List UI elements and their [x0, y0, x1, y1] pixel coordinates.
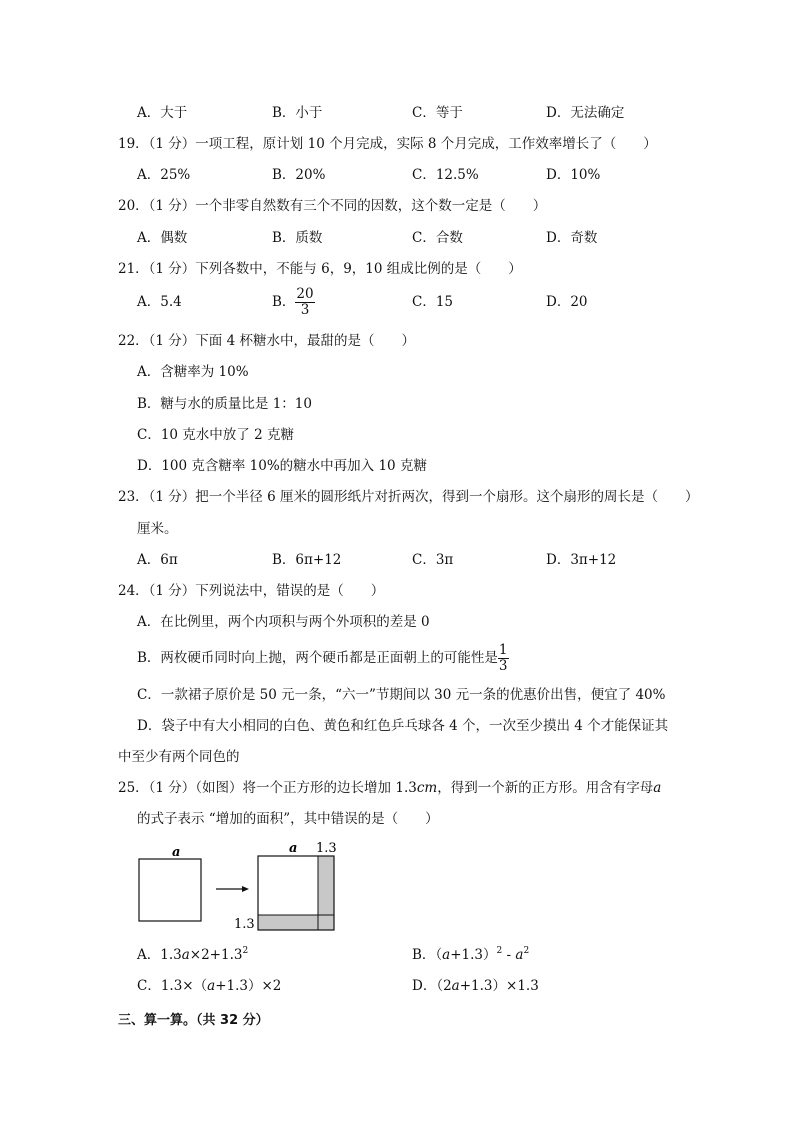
- q24-option-d-line2: 中至少有两个同色的: [118, 749, 240, 765]
- q25-text-2: ，得到一个新的正方形。用含有字母: [437, 780, 654, 796]
- q23-option-a: A．6π: [137, 552, 178, 568]
- q22-option-a: A．含糖率为 10%: [137, 364, 249, 380]
- q23-option-c: C．3π: [412, 552, 454, 568]
- q25-var: a: [653, 780, 662, 796]
- q25-a-pre: A．1.3: [137, 947, 182, 963]
- q25-question-line1: [118, 779, 661, 797]
- fig-label-a-left: a: [172, 845, 181, 860]
- fig-label-left: 1.3: [234, 917, 255, 932]
- q20-option-d: D．奇数: [546, 230, 598, 246]
- q18-option-c: C．等于: [412, 105, 463, 121]
- fig-label-top: 1.3: [316, 841, 337, 856]
- q20-option-c: C．合数: [412, 230, 463, 246]
- q21-option-b-label: B．: [272, 294, 296, 310]
- q25-figure: [130, 838, 350, 934]
- q18-option-a: A．大于: [137, 105, 188, 121]
- q25-d-pre: D．（2: [412, 978, 452, 994]
- q20-question: 20．（1 分）一个非零自然数有三个不同的因数，这个数一定是（ ）: [118, 198, 547, 214]
- q24-option-c: C．一款裙子原价是 50 元一条，“六一”节期间以 30 元一条的优惠价出售，便宜了 40%: [137, 687, 666, 703]
- q25-text-1: 25．（1 分）（如图）将一个正方形的边长增加 1.3: [118, 780, 417, 796]
- q25-d-var: a: [451, 978, 460, 994]
- q23-option-d: D．3π+12: [546, 552, 617, 568]
- q21-option-a: A．5.4: [137, 294, 182, 310]
- q25-unit: cm: [416, 780, 438, 796]
- q21-option-b: [272, 284, 315, 320]
- q24-option-b: [137, 640, 509, 676]
- q24-fraction: [498, 643, 509, 674]
- q25-b-pre: B．（: [412, 947, 443, 963]
- q19-option-d: D．10%: [546, 167, 601, 183]
- q24-frac-num: 1: [498, 642, 508, 658]
- q19-option-a: A．25%: [137, 167, 191, 183]
- q18-option-b: B．小于: [272, 105, 323, 121]
- q24-option-a: A．在比例里，两个内项积与两个外项积的差是 0: [137, 614, 430, 630]
- q25-option-d: [412, 977, 539, 995]
- q25-question-line2: 的式子表示 “增加的面积”，其中错误的是（ ）: [137, 811, 439, 827]
- q25-b-mid: +1.3）: [450, 947, 497, 963]
- fig-label-a-right: a: [289, 841, 298, 856]
- q25-a-var: a: [181, 947, 190, 963]
- q23-option-b: B．6π+12: [272, 552, 342, 568]
- q24-option-d-line1: D．袋子中有大小相同的白色、黄色和红色乒乓球各 4 个，一次至少摸出 4 个才能保证其: [137, 718, 669, 734]
- q25-b-var2: a: [515, 947, 524, 963]
- q22-option-b: B．糖与水的质量比是 1：10: [137, 396, 312, 412]
- q22-option-d: D．100 克含糖率 10%的糖水中再加入 10 克糖: [137, 458, 427, 474]
- section-3-heading: 三、算一算。（共 32 分）: [118, 1013, 269, 1028]
- q21-frac-den: 3: [300, 302, 310, 318]
- q21-fraction: [295, 287, 314, 318]
- q19-option-c: C．12.5%: [412, 167, 479, 183]
- q21-question: 21．（1 分）下列各数中，不能与 6，9，10 组成比例的是（ ）: [118, 261, 522, 277]
- q22-option-c: C．10 克水中放了 2 克糖: [137, 427, 294, 443]
- q24-option-b-text: B．两枚硬币同时向上抛，两个硬币都是正面朝上的可能性是: [137, 650, 498, 666]
- q25-b-sup2: 2: [523, 946, 530, 956]
- q22-question: 22．（1 分）下面 4 杯糖水中，最甜的是（ ）: [118, 333, 415, 349]
- q18-option-d: D．无法确定: [546, 105, 625, 121]
- q19-option-b: B．20%: [272, 167, 326, 183]
- q23-question: 23．（1 分）把一个半径 6 厘米的圆形纸片对折两次，得到一个扇形。这个扇形的周长是（ ）: [118, 489, 699, 505]
- q21-option-d: D．20: [546, 294, 588, 310]
- q23-question-cont: 厘米。: [137, 521, 178, 537]
- q20-option-b: B．质数: [272, 230, 323, 246]
- q19-question: 19．（1 分）一项工程，原计划 10 个月完成，实际 8 个月完成，工作效率增长了（ ）: [118, 136, 657, 152]
- q25-option-b: [412, 946, 529, 964]
- q25-b-var: a: [442, 947, 451, 963]
- fig-bottom-strip: [258, 915, 334, 930]
- q25-option-a: [137, 946, 248, 964]
- arrow-right-icon: [216, 886, 249, 892]
- q24-frac-den: 3: [498, 658, 508, 674]
- fig-small-square: [139, 859, 201, 921]
- q25-b-sup: 2: [496, 946, 503, 956]
- q25-option-c: [137, 977, 281, 995]
- q25-a-mid: ×2+1.3: [189, 947, 243, 963]
- q25-d-post: +1.3）×1.3: [459, 978, 539, 994]
- q25-c-var: a: [207, 978, 216, 994]
- q24-question: 24．（1 分）下列说法中，错误的是（ ）: [118, 583, 385, 599]
- q25-c-post: +1.3）×2: [215, 978, 282, 994]
- q25-a-sup: 2: [242, 946, 249, 956]
- q25-c-pre: C．1.3×（: [137, 978, 208, 994]
- q21-frac-num: 20: [296, 286, 314, 302]
- q20-option-a: A．偶数: [137, 230, 188, 246]
- q21-option-c: C．15: [412, 294, 454, 310]
- q25-b-minus: -: [502, 947, 516, 963]
